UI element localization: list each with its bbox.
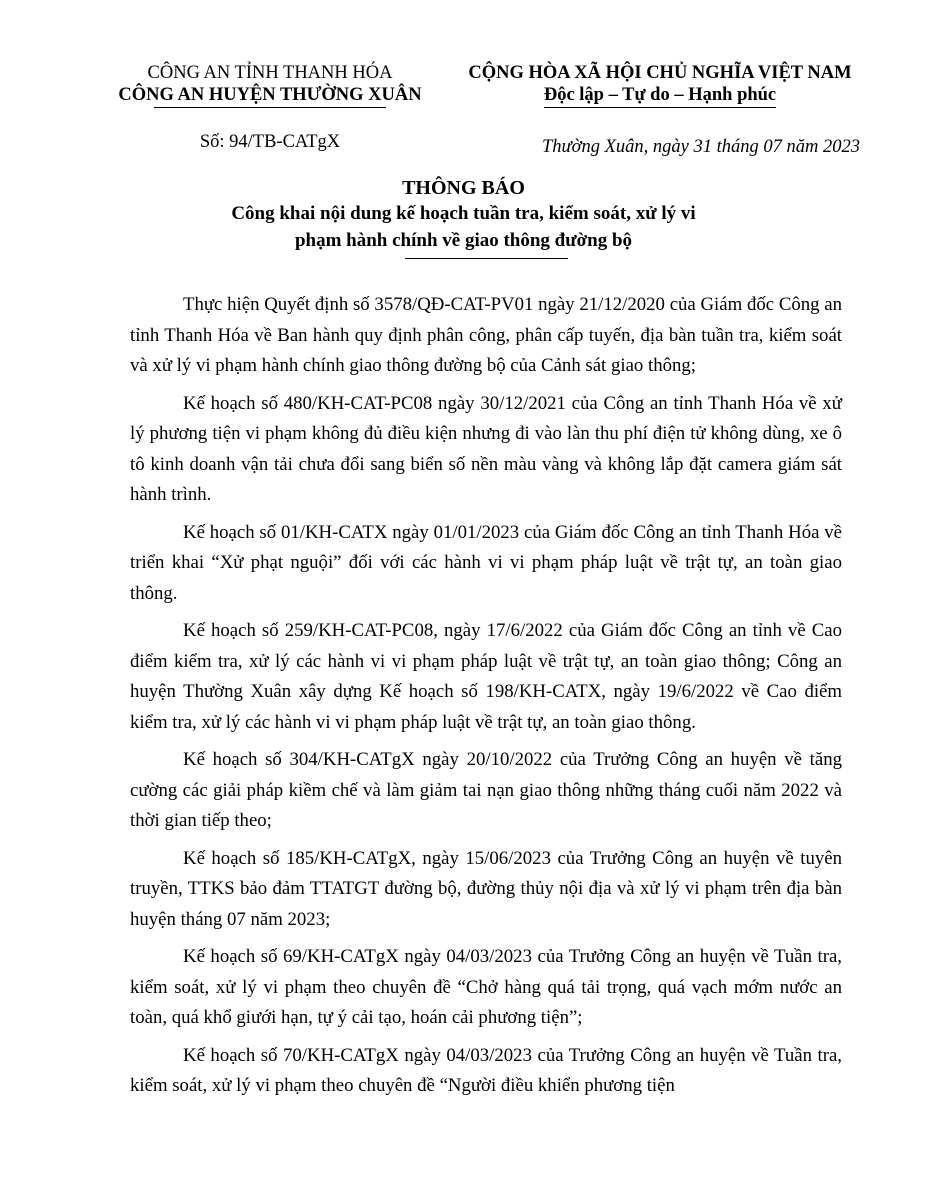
body-paragraph: Kế hoạch số 70/KH-CATgX ngày 04/03/2023 của Trưởng Công an huyện về Tuần tra, kiểm soát, xử lý vi phạm theo chuyên đề “Người điều khiển phương tiện	[130, 1044, 842, 1096]
issuing-agency: CÔNG AN HUYỆN THƯỜNG XUÂN	[118, 85, 422, 105]
body-paragraph: Kế hoạch số 304/KH-CATgX ngày 20/10/2022 của Trưởng Công an huyện về tăng cường các giải pháp kiềm chế và làm giảm tai nạn giao thông những tháng cuối năm 2022 và thời gian tiếp theo;	[130, 749, 842, 831]
document-body	[130, 290, 842, 1109]
country-name: CỘNG HÒA XÃ HỘI CHỦ NGHĨA VIỆT NAM	[468, 63, 852, 83]
national-heading-block	[460, 62, 860, 106]
document-header	[90, 62, 870, 162]
place-date-line: Thường Xuân, ngày 31 tháng 07 năm 2023	[541, 137, 860, 157]
body-paragraph: Thực hiện Quyết định số 3578/QĐ-CAT-PV01 ngày 21/12/2020 của Giám đốc Công an tỉnh Thanh Hóa về Ban hành quy định phân công, phân cấp tuyến, địa bàn tuần tra, kiểm soát và xử lý vi phạm hành chính giao thông đường bộ của Cảnh sát giao thông;	[130, 294, 842, 376]
issuing-agency-block	[100, 62, 440, 106]
national-motto: Độc lập – Tự do – Hạnh phúc	[543, 85, 777, 105]
body-paragraph: Kế hoạch số 185/KH-CATgX, ngày 15/06/2023 của Trưởng Công an huyện về tuyên truyền, TTKS bảo đảm TTATGT đường bộ, đường thủy nội địa và xử lý vi phạm trên địa bàn huyện tháng 07 năm 2023;	[130, 847, 842, 930]
parent-agency: CÔNG AN TỈNH THANH HÓA	[147, 63, 393, 83]
document-number: Số: 94/TB-CATgX	[199, 132, 341, 152]
body-paragraph: Kế hoạch số 259/KH-CAT-PC08, ngày 17/6/2022 của Giám đốc Công an tỉnh về Cao điểm kiểm tra, xử lý các hành vi vi phạm pháp luật về trật tự, an toàn giao thông; Công an huyện Thường Xuân xây dựng Kế hoạch số 198/KH-CATX, ngày 19/6/2022 về Cao điểm kiểm tra, xử lý các hành vi vi phạm pháp luật về trật tự, an toàn giao thông.	[130, 620, 842, 733]
body-paragraph: Kế hoạch số 480/KH-CAT-PC08 ngày 30/12/2021 của Công an tỉnh Thanh Hóa về xử lý phương tiện vi phạm không đủ điều kiện nhưng đi vào làn thu phí điện tử không dùng, xe ô tô kinh doanh vận tải chưa đổi sang biển số nền màu vàng và không lắp đặt camera giám sát hành trình.	[130, 392, 842, 505]
body-paragraph: Kế hoạch số 01/KH-CATX ngày 01/01/2023 của Giám đốc Công an tỉnh Thanh Hóa về triển khai “Xử phạt nguội” đối với các hành vi vi phạm pháp luật về trật tự, an toàn giao thông.	[130, 521, 842, 604]
subject-line-2: phạm hành chính về giao thông đường bộ	[294, 230, 633, 251]
document-title-block	[110, 176, 817, 254]
title-underline	[405, 258, 568, 259]
subject-line-1: Công khai nội dung kế hoạch tuần tra, kiểm soát, xử lý vi	[231, 203, 696, 224]
document-type-title: THÔNG BÁO	[402, 177, 525, 199]
body-paragraph: Kế hoạch số 69/KH-CATgX ngày 04/03/2023 của Trưởng Công an huyện về Tuần tra, kiểm soát, xử lý vi phạm theo chuyên đề “Chở hàng quá tải trọng, quá vạch mớm nước an toàn, quá khổ giưới hạn, tự ý cải tạo, hoán cải phương tiện”;	[130, 946, 842, 1028]
